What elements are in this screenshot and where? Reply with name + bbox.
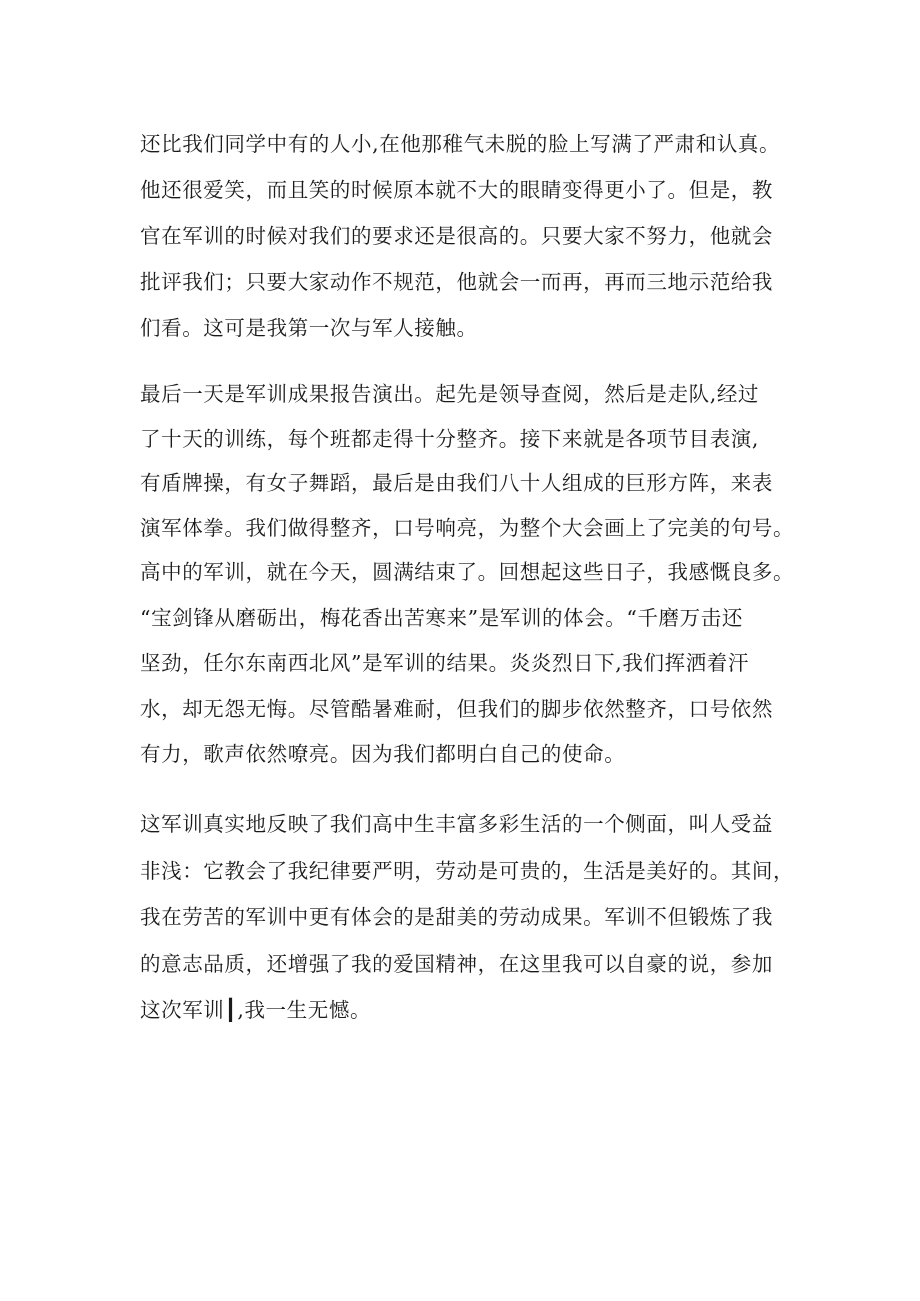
text-line: 我在劳苦的军训中更有体会的是甜美的劳动成果。军训不但锻炼了我 [140, 905, 773, 929]
text-line: 有盾牌操，有女子舞蹈，最后是由我们八十人组成的巨形方阵，来表 [140, 471, 773, 495]
paragraph-1 [140, 132, 820, 340]
text-line: 这军训真实地反映了我们高中生丰富多彩生活的一个侧面，叫人受益 [140, 812, 773, 836]
text-line: 官在军训的时候对我们的要求还是很高的。只要大家不努力，他就会 [140, 224, 773, 248]
text-line: 坚劲，任尔东南西北风”是军训的结果。炎炎烈日下,我们挥洒着汗 [140, 651, 749, 675]
text-line: 最后一天是军训成果报告演出。起先是领导查阅，然后是走队,经过 [140, 382, 760, 406]
text-line: 们看。这可是我第一次与军人接触。 [140, 316, 478, 340]
text-line: 还比我们同学中有的人小,在他那稚气未脱的脸上写满了严肃和认真。 [140, 132, 781, 156]
text-line: 的意志品质，还增强了我的爱国精神，在这里我可以自豪的说，参加 [140, 951, 773, 976]
paragraph-2 [140, 382, 820, 540]
paragraph-3 [140, 560, 820, 766]
text-line: 有力，歌声依然嘹亮。因为我们都明白自己的使命。 [140, 742, 626, 766]
text-line: 他还很爱笑，而且笑的时候原本就不大的眼睛变得更小了。但是，教 [140, 178, 773, 202]
text-line: 这次军训┃,我一生无憾。 [140, 998, 372, 1022]
text-line: 高中的军训，就在今天，圆满结束了。回想起这些日子，我感慨良多。 [140, 560, 795, 584]
paragraph-4 [140, 812, 820, 1022]
text-line: 批评我们；只要大家动作不规范，他就会一而再，再而三地示范给我 [140, 270, 773, 294]
text-line: 演军体拳。我们做得整齐，口号响亮，为整个大会画上了完美的句号。 [140, 515, 795, 540]
text-line: 水，却无怨无悔。尽管酷暑难耐，但我们的脚步依然整齐，口号依然 [140, 696, 773, 721]
text-line: 了十天的训练，每个班都走得十分整齐。接下来就是各项节目表演, [140, 426, 760, 451]
text-line: “宝剑锋从磨砺出，梅花香出苦寒来”是军训的体会。“千磨万击还 [140, 605, 743, 630]
text-line: 非浅：它教会了我纪律要严明，劳动是可贵的，生活是美好的。其间， [140, 858, 795, 883]
